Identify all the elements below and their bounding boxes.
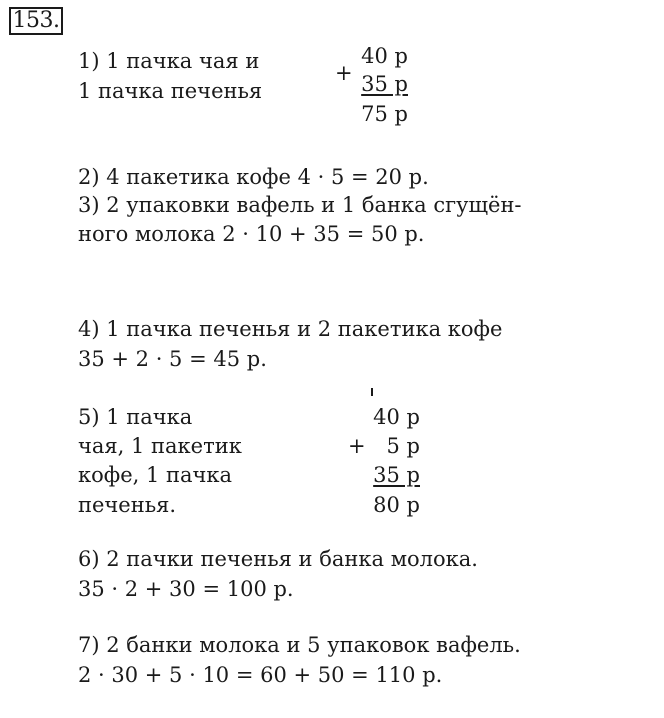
problem-number: 153. xyxy=(9,7,63,35)
item4-line2: 35 + 2 · 5 = 45 р. xyxy=(78,347,267,371)
item5-label-line2: чая, 1 пакетик xyxy=(78,434,242,458)
item7-line1: 7) 2 банки молока и 5 упаковок вафель. xyxy=(78,633,521,657)
item7-line2: 2 · 30 + 5 · 10 = 60 + 50 = 110 р. xyxy=(78,663,443,687)
item5-label-line3: кофе, 1 пачка xyxy=(78,463,233,487)
item1-addend1: 40 р xyxy=(361,44,408,68)
item4-line1: 4) 1 пачка печенья и 2 пакетика кофе xyxy=(78,317,503,341)
item6-line1: 6) 2 пачки печенья и банка молока. xyxy=(78,547,478,571)
item5-label-line4: печенья. xyxy=(78,493,177,517)
item3-line1: 3) 2 упаковки вафель и 1 банка сгущён- xyxy=(78,193,522,217)
item5-plus-sign: + xyxy=(348,434,366,458)
item5-addend2: 5 р xyxy=(386,434,420,458)
item1-label-line1: 1) 1 пачка чая и xyxy=(78,49,260,73)
item5-addend1: 40 р xyxy=(373,405,420,429)
item1-plus-sign: + xyxy=(335,61,353,85)
item2-text: 2) 4 пакетика кофе 4 · 5 = 20 р. xyxy=(78,165,429,189)
item1-sum: 75 р xyxy=(361,102,408,126)
item5-tick-mark xyxy=(371,388,373,396)
item5-addend3: 35 р xyxy=(373,463,420,487)
item5-label-line1: 5) 1 пачка xyxy=(78,405,193,429)
item1-addend2: 35 р xyxy=(361,72,408,96)
item1-label-line2: 1 пачка печенья xyxy=(78,79,263,103)
item6-line2: 35 · 2 + 30 = 100 р. xyxy=(78,577,294,601)
item5-sum: 80 р xyxy=(373,493,420,517)
item3-line2: ного молока 2 · 10 + 35 = 50 р. xyxy=(78,222,425,246)
